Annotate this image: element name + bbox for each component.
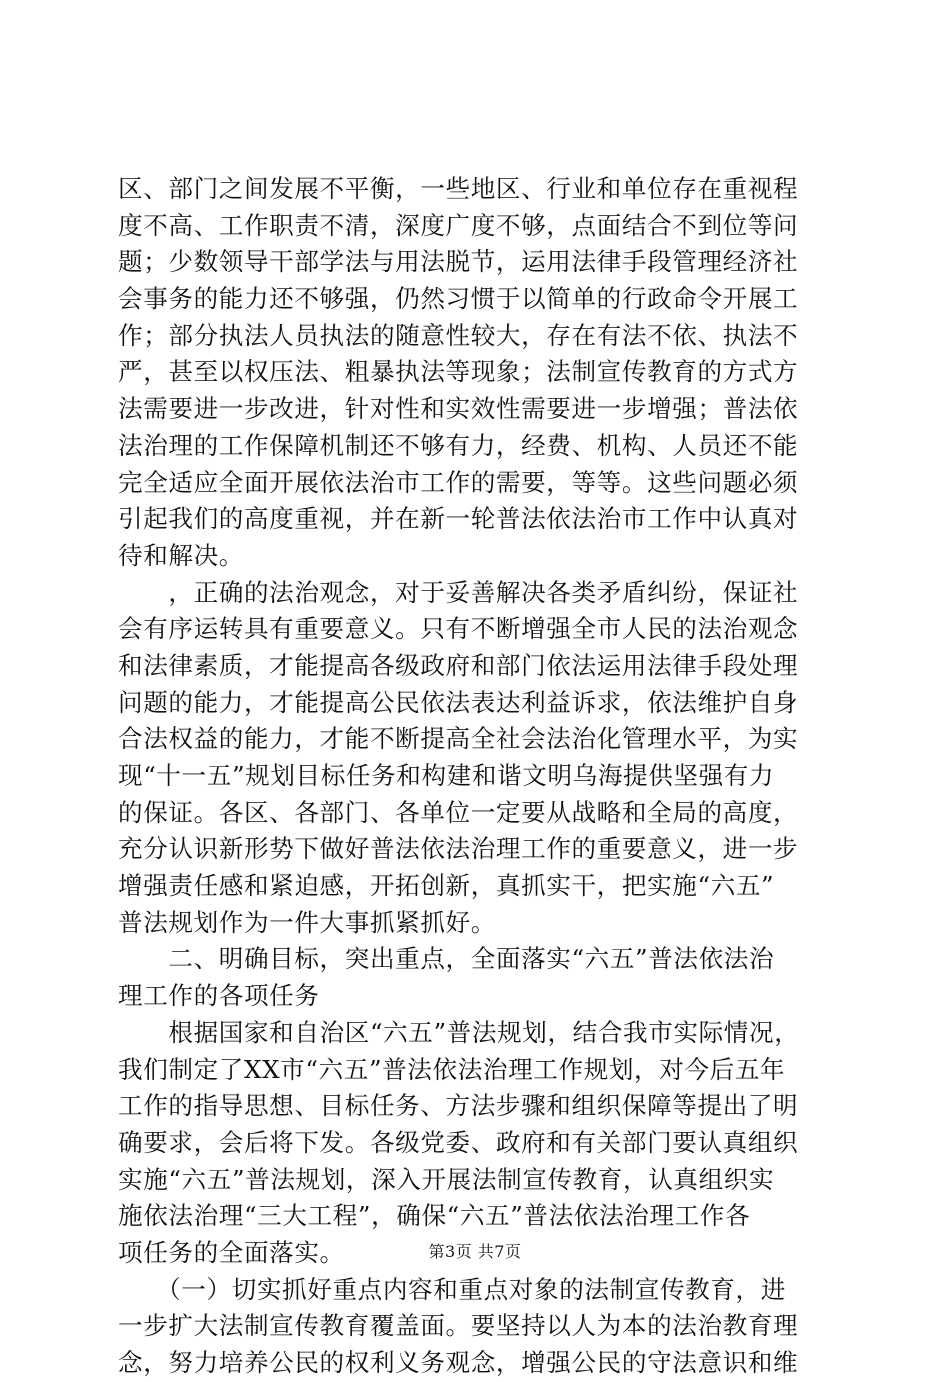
text-line: 合法权益的能力，才能不断提高全社会法治化管理水平，为实 [118, 724, 799, 754]
text-line: 的保证。各区、各部门、各单位一定要从战略和全局的高度， [118, 797, 799, 827]
text-line: 会事务的能力还不够强，仍然习惯于以简单的行政命令开展工 [118, 284, 799, 314]
text-line: 我们制定了XX市“六五”普法依法治理工作规划，对今后五年 [118, 1054, 786, 1084]
text-line: 引起我们的高度重视，并在新一轮普法依法治市工作中认真对 [118, 504, 799, 534]
text-line: 普法规划作为一件大事抓紧抓好。 [118, 907, 496, 937]
text-line: 严，甚至以权压法、粗暴执法等现象；法制宣传教育的方式方 [118, 357, 799, 387]
text-line: 实施“六五”普法规划，深入开展法制宣传教育，认真组织实 [118, 1164, 775, 1194]
text-line: 题；少数领导干部学法与用法脱节，运用法律手段管理经济社 [118, 247, 799, 277]
page-footer: 第3页 共7页 [428, 1242, 522, 1261]
text-line: 确要求，会后将下发。各级党委、政府和有关部门要认真组织 [118, 1127, 799, 1157]
text-line: 增强责任感和紧迫感，开拓创新，真抓实干，把实施“六五” [118, 871, 775, 901]
body-text [118, 171, 838, 1382]
text-line: 充分认识新形势下做好普法依法治理工作的重要意义，进一步 [118, 834, 799, 864]
text-line: 项任务的全面落实。 [118, 1237, 345, 1267]
text-line: 施依法治理“三大工程”，确保“六五”普法依法治理工作各 [118, 1201, 751, 1231]
text-line: 法治理的工作保障机制还不够有力，经费、机构、人员还不能 [118, 430, 799, 460]
text-line: 念，努力培养公民的权利义务观念，增强公民的守法意识和维 [118, 1348, 799, 1377]
text-line: 和法律素质，才能提高各级政府和部门依法运用法律手段处理 [118, 650, 799, 680]
text-line: ，正确的法治观念，对于妥善解决各类矛盾纠纷，保证社 [118, 577, 799, 607]
section-heading-line: 二、明确目标，突出重点，全面落实“六五”普法依法治 [118, 944, 775, 974]
text-line: 法需要进一步改进，针对性和实效性需要进一步增强；普法依 [118, 394, 799, 424]
text-line: 现“十一五”规划目标任务和构建和谐文明乌海提供坚强有力 [118, 761, 775, 790]
text-line: 作；部分执法人员执法的随意性较大，存在有法不依、执法不 [118, 320, 799, 350]
text-line: 根据国家和自治区“六五”普法规划，结合我市实际情况， [118, 1017, 800, 1047]
section-heading-line: 理工作的各项任务 [118, 981, 320, 1011]
text-line: 会有序运转具有重要意义。只有不断增强全市人民的法治观念 [118, 614, 799, 644]
text-line: 度不高、工作职责不清，深度广度不够，点面结合不到位等问 [118, 210, 799, 240]
text-line: 问题的能力，才能提高公民依法表达利益诉求，依法维护自身 [118, 687, 799, 717]
text-line: 待和解决。 [118, 540, 244, 570]
text-line: （一）切实抓好重点内容和重点对象的法制宣传教育，进 [118, 1274, 786, 1304]
text-line: 工作的指导思想、目标任务、方法步骤和组织保障等提出了明 [118, 1091, 799, 1121]
text-line: 区、部门之间发展不平衡，一些地区、行业和单位存在重视程 [118, 174, 799, 203]
text-line: 完全适应全面开展依法治市工作的需要，等等。这些问题必须 [118, 467, 799, 497]
text-line: 一步扩大法制宣传教育覆盖面。要坚持以人为本的法治教育理 [118, 1311, 799, 1341]
